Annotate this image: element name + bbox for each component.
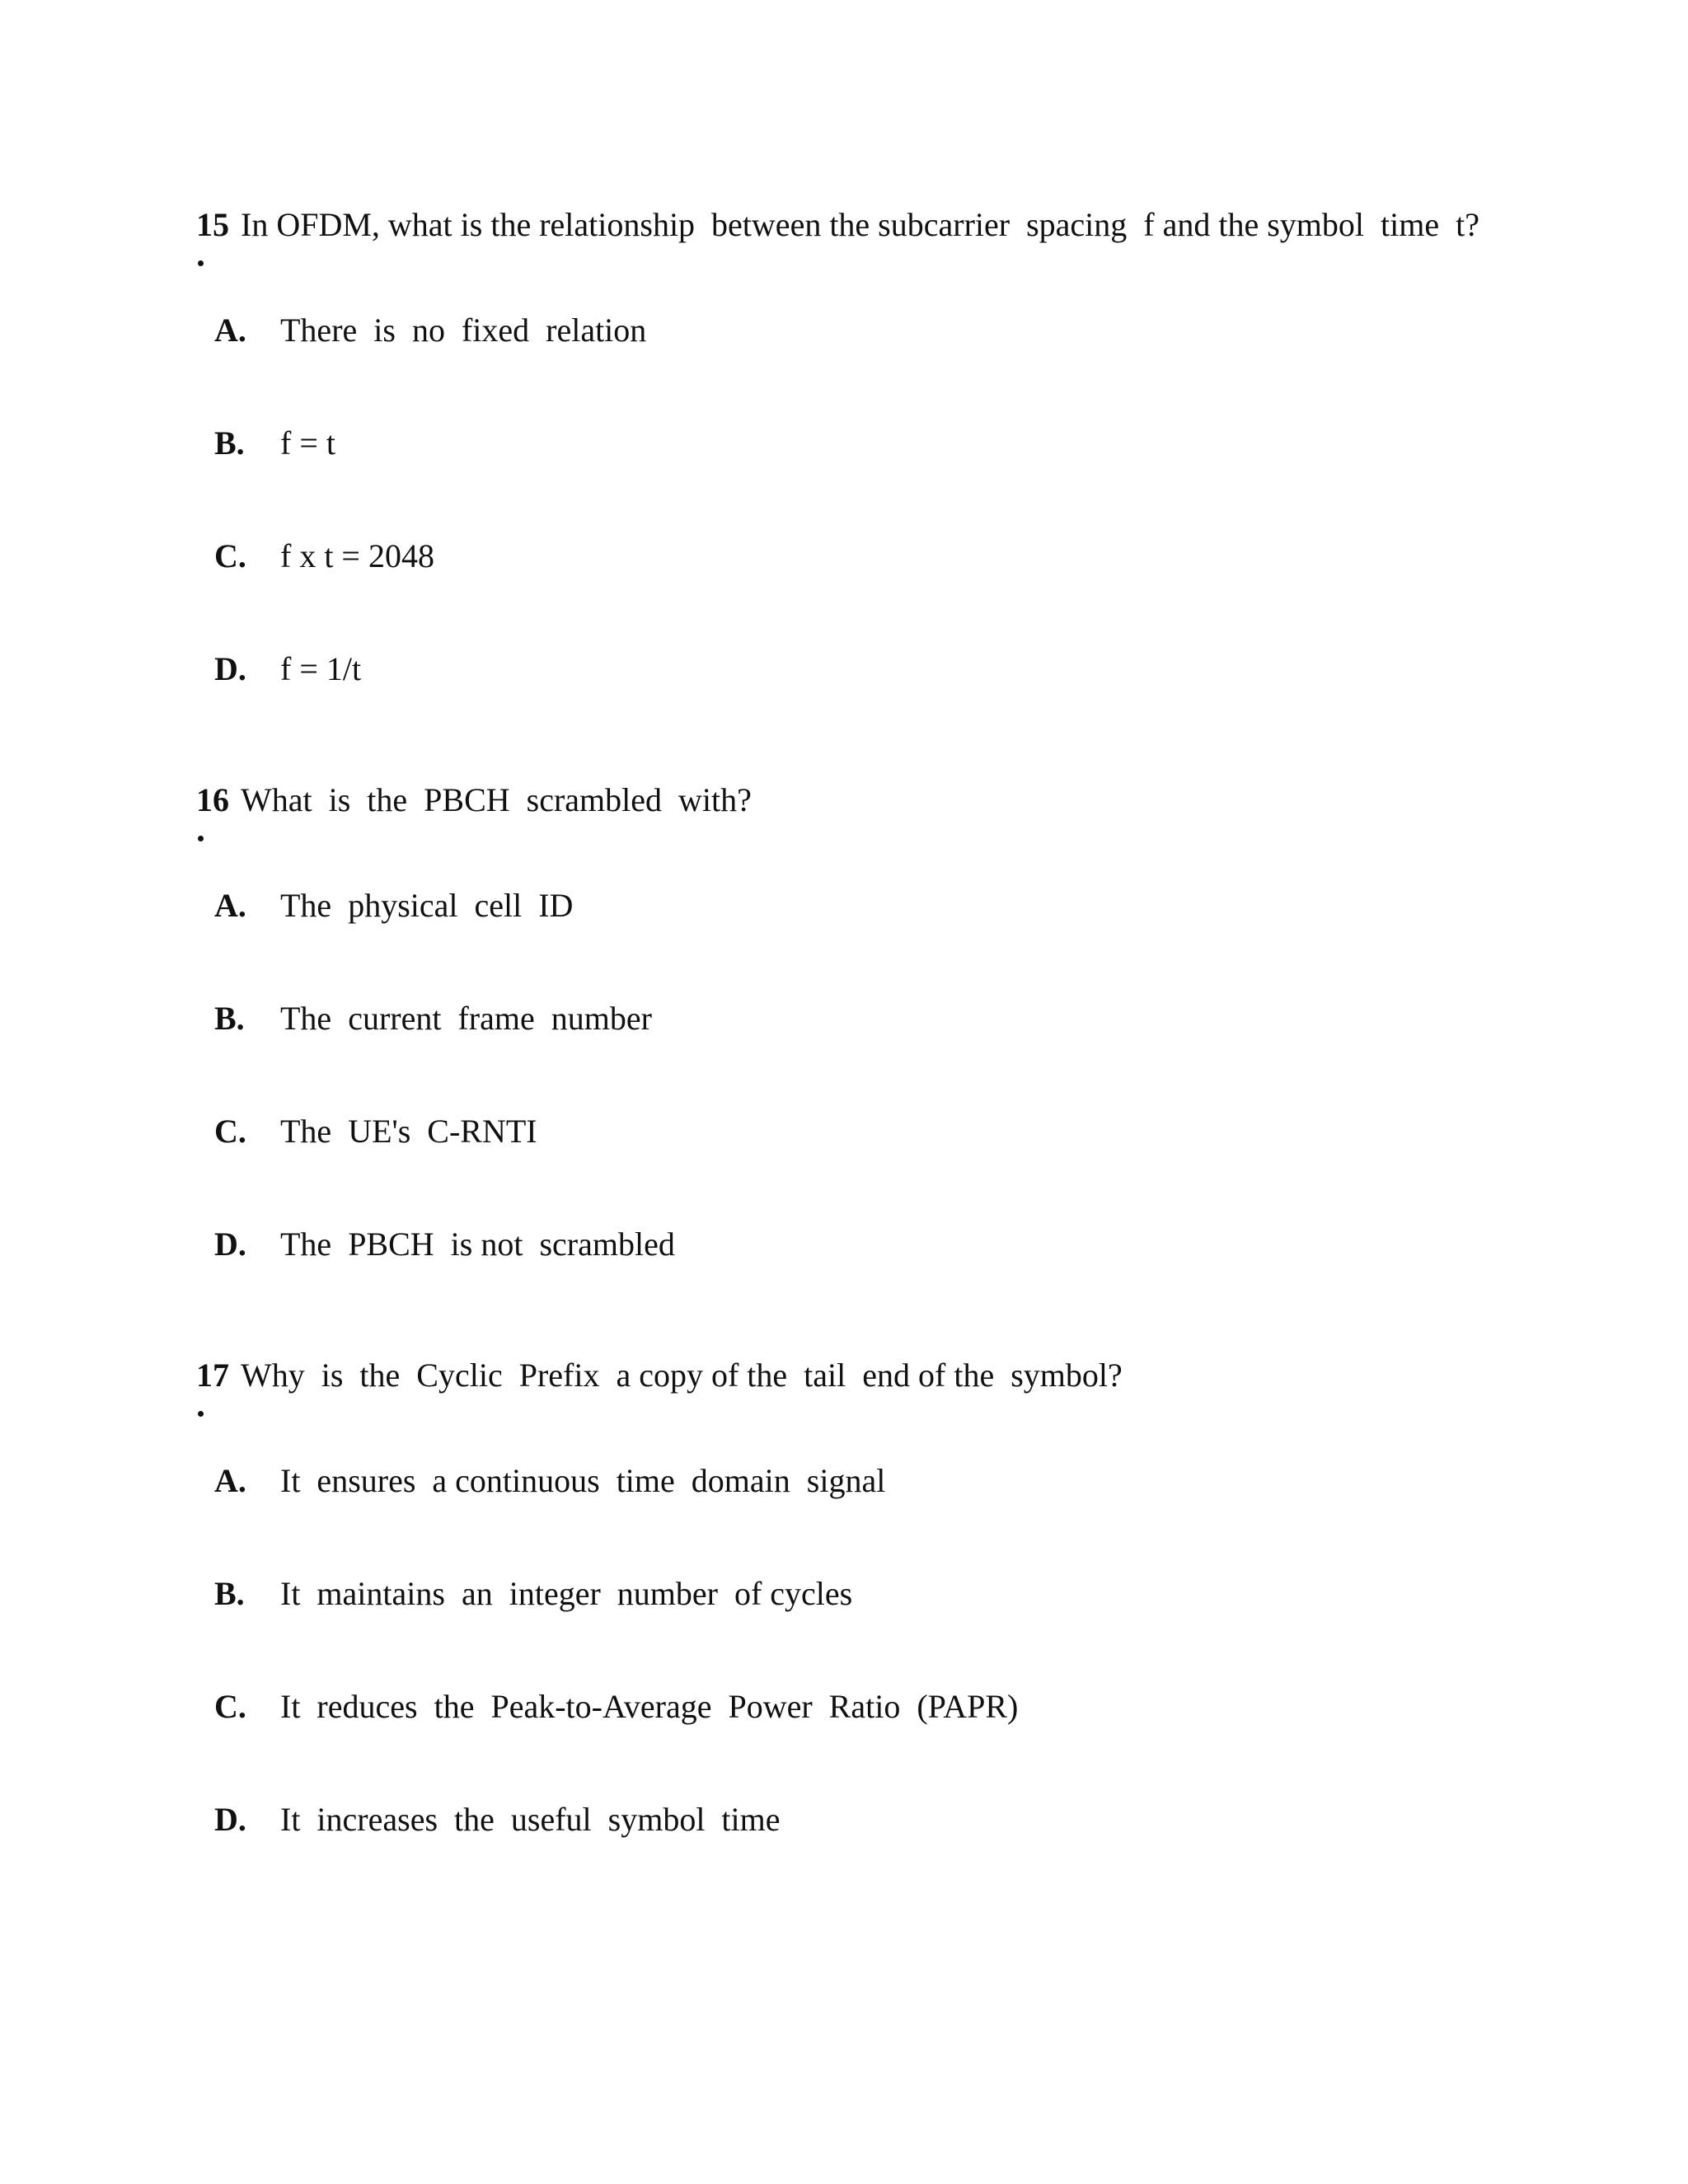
question-text: In OFDM, what is the relationship between the subcarrier spacing f and the symbol time t? bbox=[241, 206, 1479, 243]
option-text: It ensures a continuous time domain signal bbox=[280, 1462, 886, 1499]
option-a[interactable] bbox=[214, 1460, 1451, 1573]
option-text: The physical cell ID bbox=[280, 887, 574, 924]
question-text: Why is the Cyclic Prefix a copy of the tail end of the symbol? bbox=[241, 1357, 1123, 1394]
option-list bbox=[214, 310, 1451, 762]
option-text: f = t bbox=[280, 424, 335, 462]
option-d[interactable] bbox=[214, 1799, 1451, 1912]
option-letter: A. bbox=[214, 887, 246, 924]
question-header bbox=[196, 198, 1515, 252]
question-16 bbox=[196, 773, 1515, 1263]
option-text: It increases the useful symbol time bbox=[280, 1801, 781, 1838]
option-b[interactable] bbox=[214, 998, 1451, 1111]
option-c[interactable] bbox=[214, 536, 1451, 649]
option-letter: B. bbox=[214, 1575, 245, 1612]
option-letter: D. bbox=[214, 1226, 246, 1263]
option-text: The PBCH is not scrambled bbox=[280, 1226, 675, 1263]
question-number: 16 bbox=[196, 781, 229, 818]
option-list bbox=[214, 1460, 1451, 1912]
question-15 bbox=[196, 198, 1515, 687]
option-letter: A. bbox=[214, 1462, 246, 1499]
option-d[interactable] bbox=[214, 649, 1451, 762]
question-header bbox=[196, 773, 1515, 827]
option-letter: B. bbox=[214, 1000, 245, 1037]
option-letter: B. bbox=[214, 424, 245, 462]
option-letter: A. bbox=[214, 312, 246, 349]
option-letter: C. bbox=[214, 1113, 246, 1150]
option-list bbox=[214, 885, 1451, 1337]
question-header bbox=[196, 1348, 1515, 1403]
option-text: It maintains an integer number of cycles bbox=[280, 1575, 853, 1612]
option-text: There is no fixed relation bbox=[280, 312, 647, 349]
option-c[interactable] bbox=[214, 1111, 1451, 1224]
question-17 bbox=[196, 1348, 1515, 1838]
option-text: f = 1/t bbox=[280, 650, 362, 687]
option-b[interactable] bbox=[214, 1573, 1451, 1686]
bullet-dot bbox=[198, 836, 204, 841]
question-number: 17 bbox=[196, 1357, 229, 1394]
option-c[interactable] bbox=[214, 1686, 1451, 1799]
option-letter: C. bbox=[214, 537, 246, 574]
option-b[interactable] bbox=[214, 423, 1451, 536]
question-text: What is the PBCH scrambled with? bbox=[241, 781, 752, 818]
option-text: The UE's C-RNTI bbox=[280, 1113, 537, 1150]
option-a[interactable] bbox=[214, 885, 1451, 998]
bullet-dot bbox=[198, 260, 204, 266]
bullet-dot bbox=[198, 1411, 204, 1417]
option-letter: D. bbox=[214, 1801, 246, 1838]
question-number: 15 bbox=[196, 206, 229, 243]
option-letter: D. bbox=[214, 650, 246, 687]
option-letter: C. bbox=[214, 1688, 246, 1725]
option-text: It reduces the Peak-to-Average Power Ratio (PAPR) bbox=[280, 1688, 1019, 1725]
option-text: The current frame number bbox=[280, 1000, 652, 1037]
option-text: f x t = 2048 bbox=[280, 537, 434, 574]
option-d[interactable] bbox=[214, 1224, 1451, 1337]
option-a[interactable] bbox=[214, 310, 1451, 423]
